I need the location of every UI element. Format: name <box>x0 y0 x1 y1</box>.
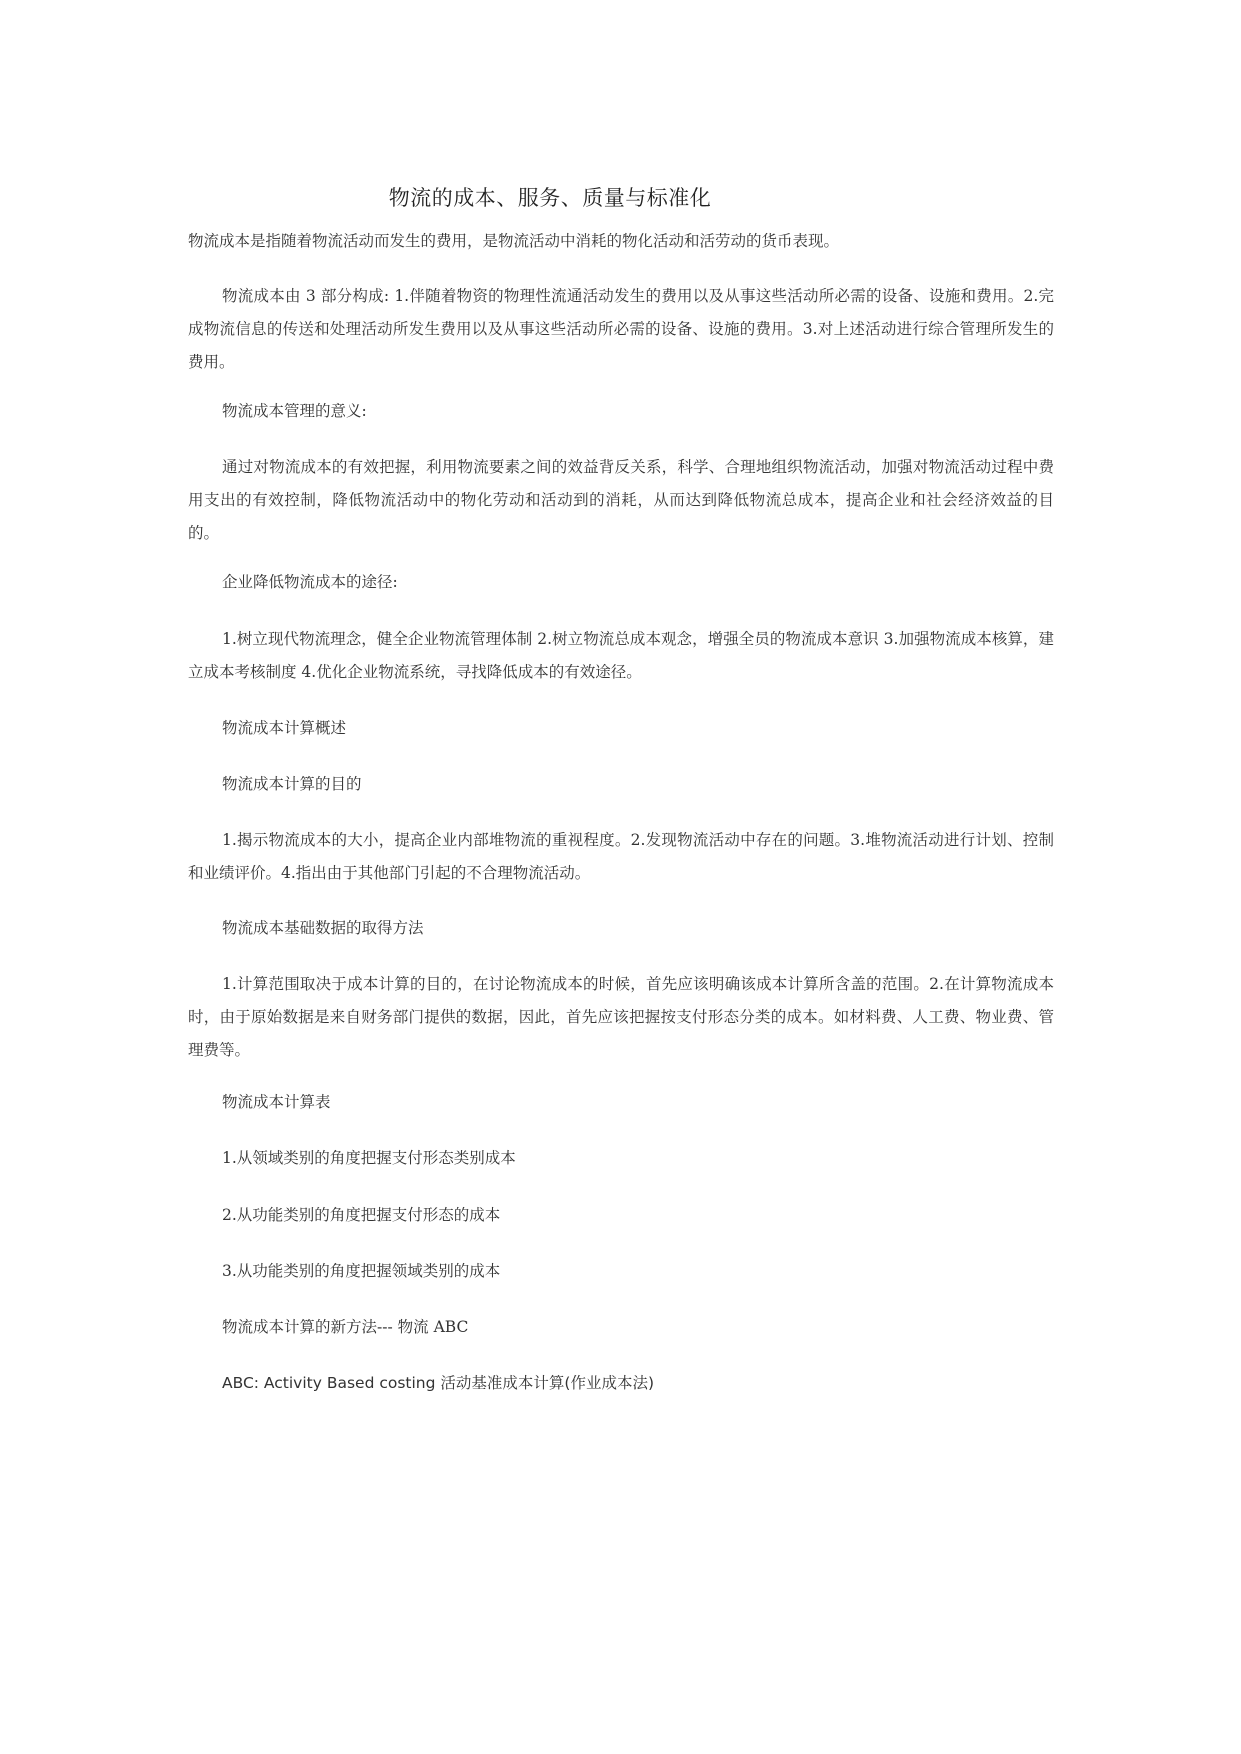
paragraph-abc-definition: ABC: Activity Based costing 活动基准成本计算(作业成本法) <box>222 1374 654 1392</box>
list-item-function-payment: 2.从功能类别的角度把握支付形态的成本 <box>222 1206 501 1224</box>
heading-reduction-approaches: 企业降低物流成本的途径: <box>222 573 398 591</box>
paragraph-composition: 物流成本由 3 部分构成: 1.伴随着物资的物理性流通活动发生的费用以及从事这些活动所必需的设备、设施和费用。2.完成物流信息的传送和处理活动所发生费用以及从事这些活动所必需的设备、设施的费用。3.对上述活动进行综合管理所发生的费用。 <box>188 287 1054 371</box>
paragraph-reduction-approaches: 1.树立现代物流理念，健全企业物流管理体制 2.树立物流总成本观念，增强全员的物流成本意识 3.加强物流成本核算，建立成本考核制度 4.优化企业物流系统，寻找降低成本的有效途径。 <box>188 630 1054 681</box>
paragraph-management-significance: 通过对物流成本的有效把握，利用物流要素之间的效益背反关系，科学、合理地组织物流活动，加强对物流活动过程中费用支出的有效控制，降低物流活动中的物化劳动和活动到的消耗，从而达到降低物流总成本，提高企业和社会经济效益的目的。 <box>188 458 1054 542</box>
paragraph-definition: 物流成本是指随着物流活动而发生的费用，是物流活动中消耗的物化活动和活劳动的货币表现。 <box>188 232 840 250</box>
document-title: 物流的成本、服务、质量与标准化 <box>388 186 712 210</box>
heading-management-significance: 物流成本管理的意义: <box>222 402 367 420</box>
heading-calculation-table: 物流成本计算表 <box>222 1093 331 1111</box>
heading-basic-data: 物流成本基础数据的取得方法 <box>222 919 424 937</box>
paragraph-calculation-purpose: 1.揭示物流成本的大小，提高企业内部堆物流的重视程度。2.发现物流活动中存在的问题。3.堆物流活动进行计划、控制和业绩评价。4.指出由于其他部门引起的不合理物流活动。 <box>188 831 1054 882</box>
list-item-domain-payment: 1.从领域类别的角度把握支付形态类别成本 <box>222 1149 516 1167</box>
paragraph-basic-data: 1.计算范围取决于成本计算的目的，在讨论物流成本的时候，首先应该明确该成本计算所含盖的范围。2.在计算物流成本时，由于原始数据是来自财务部门提供的数据，因此，首先应该把握按支付形态分类的成本。如材料费、人工费、物业费、管理费等。 <box>188 975 1054 1059</box>
heading-calculation-overview: 物流成本计算概述 <box>222 719 347 737</box>
list-item-function-domain: 3.从功能类别的角度把握领域类别的成本 <box>222 1262 501 1280</box>
heading-calculation-purpose: 物流成本计算的目的 <box>222 775 362 793</box>
heading-new-method-abc: 物流成本计算的新方法--- 物流 ABC <box>222 1318 469 1336</box>
